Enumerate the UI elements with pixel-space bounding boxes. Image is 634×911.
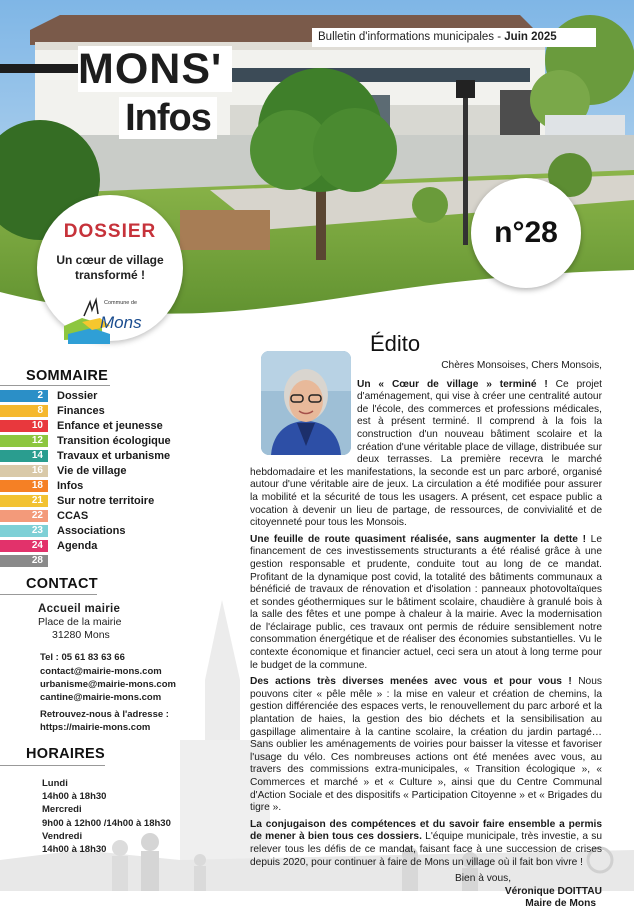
sommaire-item-number: 24	[0, 540, 48, 552]
sommaire-item-number: 18	[0, 480, 48, 492]
sommaire-item-number: 16	[0, 465, 48, 477]
sommaire-item-number: 23	[0, 525, 48, 537]
edito-p4-lead: La conjugaison des compétences et du savoir faire ensemble a permis de mener à bien tous ces dossiers.	[250, 818, 602, 843]
signature-role: Maire de Mons	[525, 898, 596, 910]
sommaire-item-label: Dossier	[57, 390, 98, 402]
masthead-title: MONS'	[78, 46, 232, 92]
edito-p4-text: L'équipe municipale, très investie, a su relever tous les défis de ce mandat, faisant face à une succession de crises depuis 2020, pour continuer à faire de Mons un village où il fait bon vivre !	[250, 831, 603, 868]
horaires-time: 14h00 à 18h30	[42, 844, 107, 856]
edito-p3-lead: Des actions très diverses menées avec vous et pour vous !	[250, 676, 572, 688]
edito-p1-text: Ce projet d'aménagement, qui vise à créer une centralité autour de l'école, des commerces et professions médicales, est à présent terminé. Il comprend à la fois la construction d'un nouveau bâtiment scolaire et la création d'une véritable place de village, distribuée sur deux terrasses. La première recevra le marché hebdomadaire et les manifestations, la seconde est un parc arboré, organisé autour d'une véritable aire de jeux. La circulation a été modifiée pour assurer la mobilité et la sécurité de tous les usagers. A présent, cet espace public a vocation à devenir un lieu de partage, de ressources, de convivialité et de citoyenneté pour tous les Monsois.	[250, 378, 602, 529]
sommaire-item[interactable]	[0, 554, 220, 569]
contact-web-label: Retrouvez-nous à l'adresse :	[40, 709, 169, 720]
sommaire-divider	[0, 385, 110, 386]
dossier-subtitle-line2: transformé !	[74, 268, 145, 282]
dossier-label: DOSSIER	[63, 221, 157, 242]
edito-p2-text: Le financement de ces investissements structurants a été réalisé grâce à une gestion responsable et prudente, conduite tout au long de ce mandat. Profitant de la dynamique post covid, la totalité des bâtiments communaux a bénéficié de travaux de rénovation et d'isolation : panneaux photovoltaïques et sondes géothermiques sur le bâtiment scolaire, chaudière à granulé bois à la salle des fêtes et une pompe à chaleur à la mairie. Avec la modernisation de l'éclairage public, ces travaux ont permis de réduire sensiblement notre consommation énergétique et de réaliser des économies substantielles. Vu le contexte économique et financier actuel, ceci sera un atout à long terme pour le budget de la commune.	[250, 533, 603, 671]
title-bar	[0, 64, 78, 73]
edito-paragraph	[250, 534, 602, 673]
edito-p1-lead: Un « Cœur de village » terminé !	[357, 378, 548, 390]
edito-closing: Bien à vous,	[455, 873, 512, 885]
sommaire-item-number: 21	[0, 495, 48, 507]
horaires-time: 14h00 à 18h30	[42, 791, 107, 803]
contact-email-cantine-link[interactable]: cantine@mairie-mons.com	[40, 692, 162, 703]
masthead-subtitle: Infos	[119, 97, 217, 139]
sommaire-item-label: Finances	[57, 405, 105, 417]
signature-name: Véronique DOITTAU	[504, 885, 602, 897]
horaires-divider	[0, 765, 105, 766]
sommaire-item-label: Transition écologique	[57, 435, 171, 447]
contact-divider	[0, 594, 97, 595]
bulletin-date: Juin 2025	[504, 31, 557, 43]
issue-number-badge: n°28	[471, 178, 581, 288]
sommaire-item-number: 12	[0, 435, 48, 447]
contact-web-link[interactable]: https://mairie-mons.com	[40, 722, 151, 733]
sommaire-item-number: 8	[0, 405, 48, 417]
dossier-subtitle	[37, 253, 183, 283]
horaires-time: 9h00 à 12h00 /14h00 à 18h30	[42, 817, 171, 829]
bulletin-banner	[312, 28, 596, 47]
edito-body	[250, 360, 602, 911]
sommaire-item[interactable]	[0, 509, 220, 524]
sommaire-item-label: CCAS	[57, 510, 89, 522]
sommaire-item-label: Enfance et jeunesse	[57, 420, 163, 432]
sommaire-item[interactable]	[0, 479, 220, 494]
horaires-day: Vendredi	[42, 830, 83, 842]
contact-tel[interactable]: Tel : 05 61 83 63 66	[40, 652, 125, 663]
sommaire-item[interactable]	[0, 539, 220, 554]
contact-address-line2: 31280 Mons	[52, 629, 110, 641]
logo-name: Mons	[100, 313, 142, 332]
edito-p3-text: Nous pouvons citer « pêle mêle » : la mise en valeur et création de chemins, la gestion différenciée des espaces verts, le renouvellement du parc arboré et la plantation de haies, la gestion des bio déchets et la sensibilisation au gaspillage alimentaire à la cantine scolaire, la création du jardin partagé… Sans oublier les aménagements de voiries pour baisser la vitesse et favoriser l'usage du vélo. Ces nombreuses actions ont été menées avec vous, au travers des commissions extra-municipales, « Transition écologique », « Commerces et marché » et « Culture », ainsi que du Centre Communal d'Action Sociale et des dispositifs « Participation Citoyenne » et « Brigades du tigre ».	[250, 676, 602, 814]
horaires-title: HORAIRES	[26, 746, 105, 762]
sommaire-item[interactable]	[0, 389, 220, 404]
sommaire-item-number: 28	[0, 555, 48, 567]
sommaire-item-label: Associations	[57, 525, 126, 537]
edito-paragraph	[250, 676, 602, 815]
dossier-subtitle-line1: Un cœur de village	[56, 253, 164, 267]
horaires-day: Lundi	[42, 778, 68, 789]
bulletin-prefix: Bulletin d'informations municipales -	[318, 31, 505, 43]
contact-address	[38, 603, 121, 642]
logo-small-text: Commune de	[104, 300, 138, 306]
sommaire-item-label: Travaux et urbanisme	[57, 450, 171, 462]
sommaire-item[interactable]	[0, 404, 220, 419]
sommaire-item-number: 10	[0, 420, 48, 432]
edito-p2-lead: Une feuille de route quasiment réalisée, sans augmenter la dette !	[250, 533, 586, 545]
horaires-day: Mercredi	[42, 804, 82, 816]
sommaire-item[interactable]	[0, 449, 220, 464]
sommaire-item[interactable]	[0, 464, 220, 479]
sommaire-title: SOMMAIRE	[26, 368, 109, 384]
contact-address-line1: Place de la mairie	[38, 616, 122, 628]
horaires-list	[42, 777, 171, 856]
contact-email-urbanisme-link[interactable]: urbanisme@mairie-mons.com	[40, 679, 176, 690]
edito-greeting: Chères Monsoises, Chers Monsois,	[441, 360, 602, 371]
edito-paragraph	[250, 819, 602, 869]
sommaire-item-label: Vie de village	[57, 465, 127, 477]
contact-title: CONTACT	[26, 576, 98, 592]
edito-title: Édito	[370, 331, 421, 356]
contact-accueil: Accueil mairie	[38, 603, 121, 615]
sommaire-item[interactable]	[0, 524, 220, 539]
sommaire-item-label: Sur notre territoire	[57, 495, 155, 507]
sommaire-item-label: Infos	[57, 480, 84, 492]
sommaire-item-number: 22	[0, 510, 48, 522]
sommaire-item-number: 2	[0, 390, 48, 402]
contact-email-link[interactable]: contact@mairie-mons.com	[40, 666, 162, 677]
sommaire-item-label: Agenda	[57, 540, 98, 552]
sommaire-item-number: 14	[0, 450, 48, 462]
sommaire-item[interactable]	[0, 434, 220, 449]
sommaire-item[interactable]	[0, 494, 220, 509]
sommaire-item[interactable]	[0, 419, 220, 434]
